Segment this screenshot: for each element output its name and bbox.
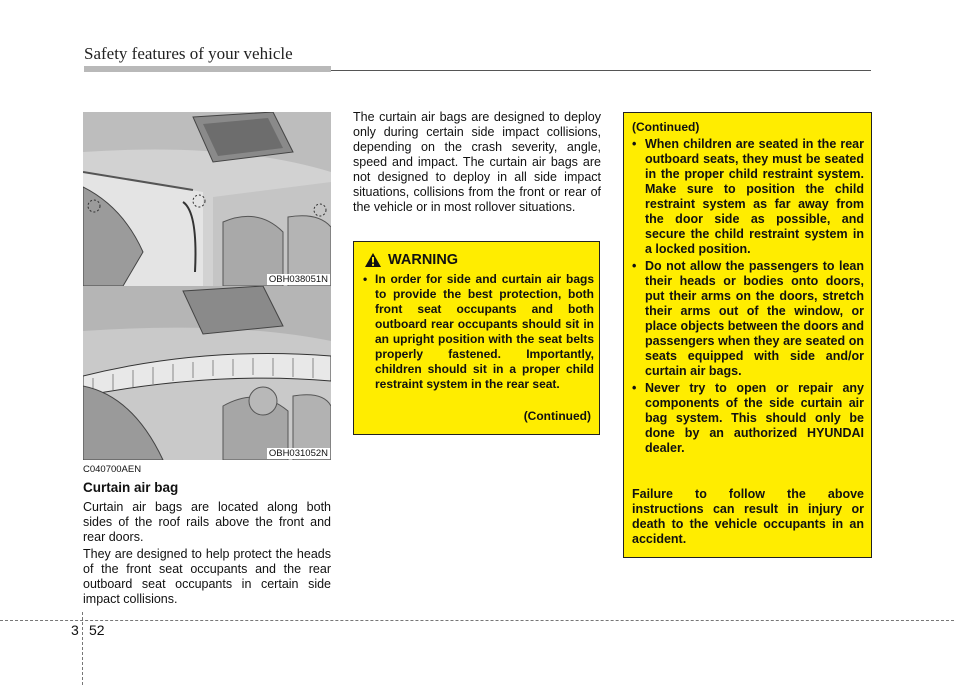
warning-triangle-icon: [364, 252, 382, 268]
warning-box-continued: [623, 112, 872, 558]
list-item: • In order for side and curtain air bags to provide the best protection, both front seat occupants and both outboard rear occupants should sit in an upright position with the seat belts properly fastened. Importantly, children should sit in a proper child restraint system in the rear seat.: [362, 272, 594, 392]
chapter-number: 3: [71, 622, 79, 638]
list-item: • Never try to open or repair any components of the side curtain air bag system. This should only be done by an authorized HYUNDAI dealer.: [631, 381, 864, 456]
curtain-airbag-deployed-image: [83, 286, 331, 460]
warning-box: [353, 241, 600, 435]
page-number: 52: [89, 622, 105, 638]
body-paragraph: The curtain air bags are designed to deploy only during certain side impact collisions, depending on the crash severity, angle, speed and impact. The curtain air bags are not designed to deploy in all side impact situations, collisions from the front or rear of the vehicle or in most rollover situations.: [353, 110, 601, 214]
list-item: • When children are seated in the rear outboard seats, they must be seated in the proper child restraint system. Make sure to position the child restraint system as far away from the door side as possible, and secure the child restraint system in a locked position.: [631, 137, 864, 257]
list-item: • Do not allow the passengers to lean their heads or bodies onto doors, put their arms on the doors, stretch their arms out of the window, or place objects between the doors and passengers when they are seated on seats equipped with side and/or curtain air bags.: [631, 259, 864, 379]
footer-vertical-divider: [82, 612, 83, 685]
figure-code: OBH038051N: [268, 274, 328, 285]
car-interior-ceiling-image: [83, 112, 331, 286]
warning-list: [631, 137, 864, 458]
warning-list: [362, 272, 594, 392]
section-title: Curtain air bag: [83, 480, 179, 495]
footer-divider: [0, 620, 954, 621]
header-rule: [331, 70, 871, 71]
continued-label: (Continued): [632, 120, 700, 134]
body-paragraph: They are designed to help protect the heads of the front seat occupants and the rear outboard seat occupants in certain side impact collisions.: [83, 547, 331, 606]
warning-label: WARNING: [388, 252, 459, 268]
body-paragraph: Curtain air bags are located along both sides of the roof rails above the front and rear doors.: [83, 500, 331, 544]
failure-warning-text: Failure to follow the above instructions can result in injury or death to the vehicle occupants in an accident.: [632, 487, 864, 546]
continued-label: (Continued): [523, 409, 591, 423]
reference-code: C040700AEN: [83, 464, 142, 475]
header-accent-bar: [84, 66, 331, 72]
page-header-title: Safety features of your vehicle: [84, 44, 293, 63]
figure-code: OBH031052N: [268, 448, 328, 459]
warning-heading: [364, 252, 458, 268]
